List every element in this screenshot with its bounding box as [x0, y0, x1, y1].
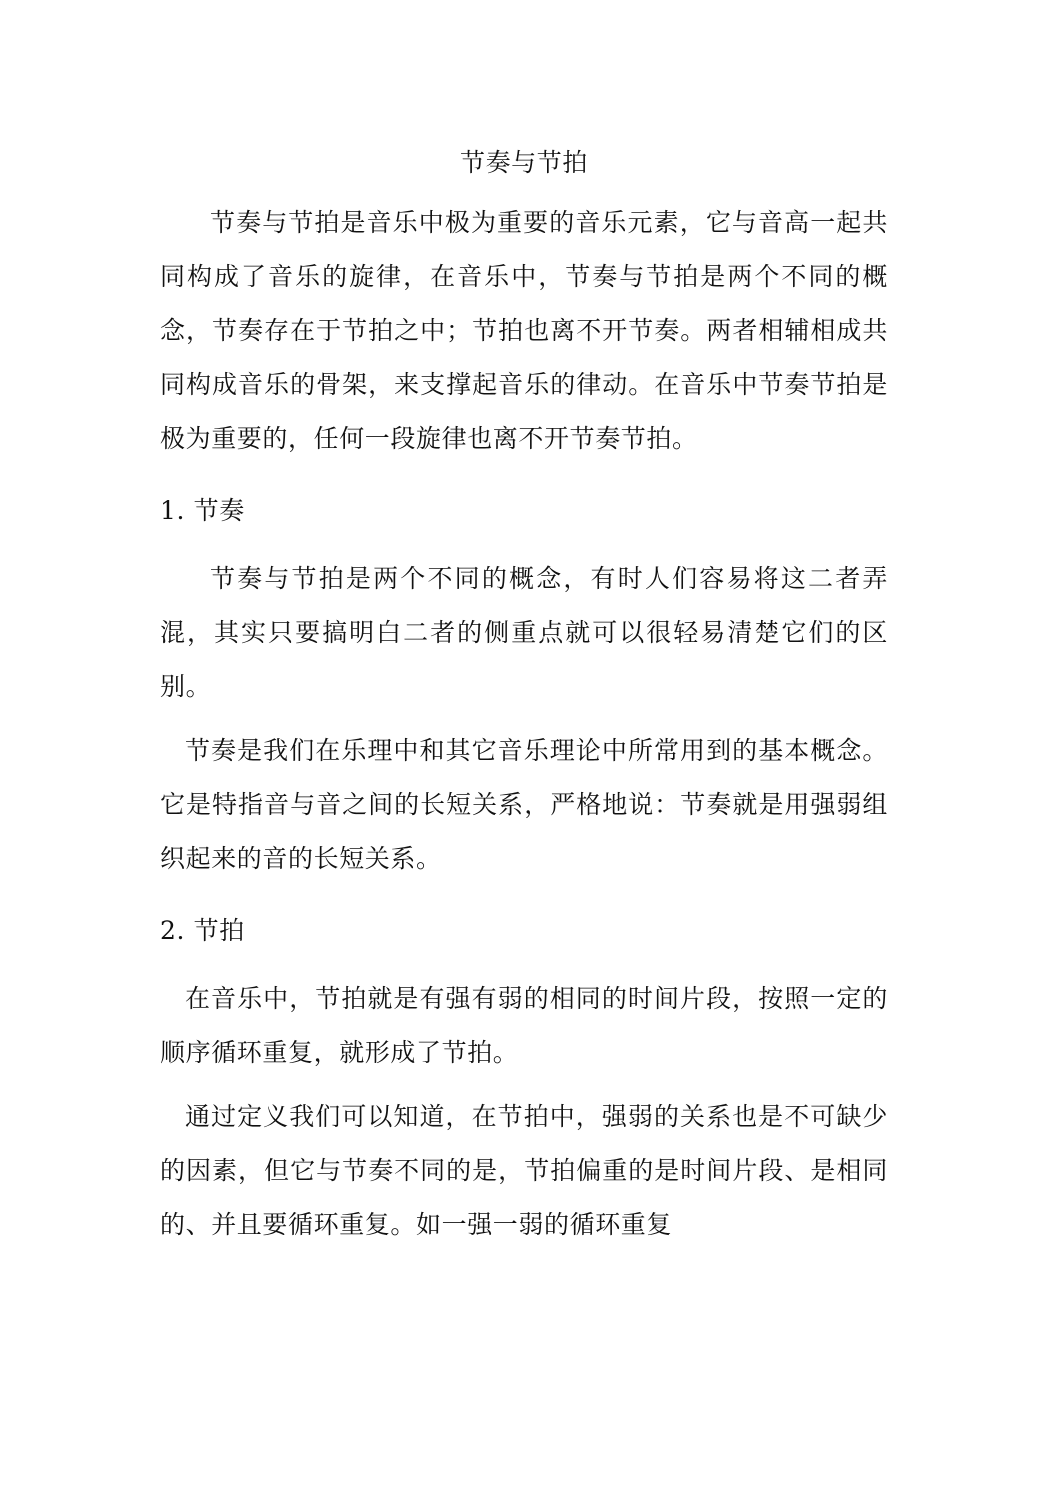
spacer: [160, 542, 888, 552]
rhythm-paragraph-2: 节奏是我们在乐理中和其它音乐理论中所常用到的基本概念。它是特指音与音之间的长短关系，严格地说：节奏就是用强弱组织起来的音的长短关系。: [160, 736, 888, 873]
section-heading-meter: 2. 节拍: [160, 916, 245, 945]
spacer: [160, 714, 888, 724]
spacer: [160, 186, 888, 196]
spacer: [160, 962, 888, 972]
spacer: [160, 1080, 888, 1090]
spacer: [160, 466, 888, 476]
section-heading-rhythm: 1. 节奏: [160, 496, 245, 525]
intro-paragraph: 节奏与节拍是音乐中极为重要的音乐元素，它与音高一起共同构成了音乐的旋律，在音乐中，节奏与节拍是两个不同的概念，节奏存在于节拍之中；节拍也离不开节奏。两者相辅相成共同构成音乐的骨架，来支撑起音乐的律动。在音乐中节奏节拍是极为重要的，任何一段旋律也离不开节奏节拍。: [160, 208, 888, 453]
meter-paragraph-1: 在音乐中，节拍就是有强有弱的相同的时间片段，按照一定的顺序循环重复，就形成了节拍。: [160, 984, 888, 1067]
spacer: [160, 886, 888, 896]
rhythm-paragraph-1: 节奏与节拍是两个不同的概念，有时人们容易将这二者弄混，其实只要搞明白二者的侧重点就可以很轻易清楚它们的区别。: [160, 564, 888, 701]
document-body: [160, 140, 888, 1252]
meter-paragraph-2: 通过定义我们可以知道，在节拍中，强弱的关系也是不可缺少的因素，但它与节奏不同的是，节拍偏重的是时间片段、是相同的、并且要循环重复。如一强一弱的循环重复: [160, 1102, 888, 1239]
page-title: 节奏与节拍: [459, 148, 588, 177]
